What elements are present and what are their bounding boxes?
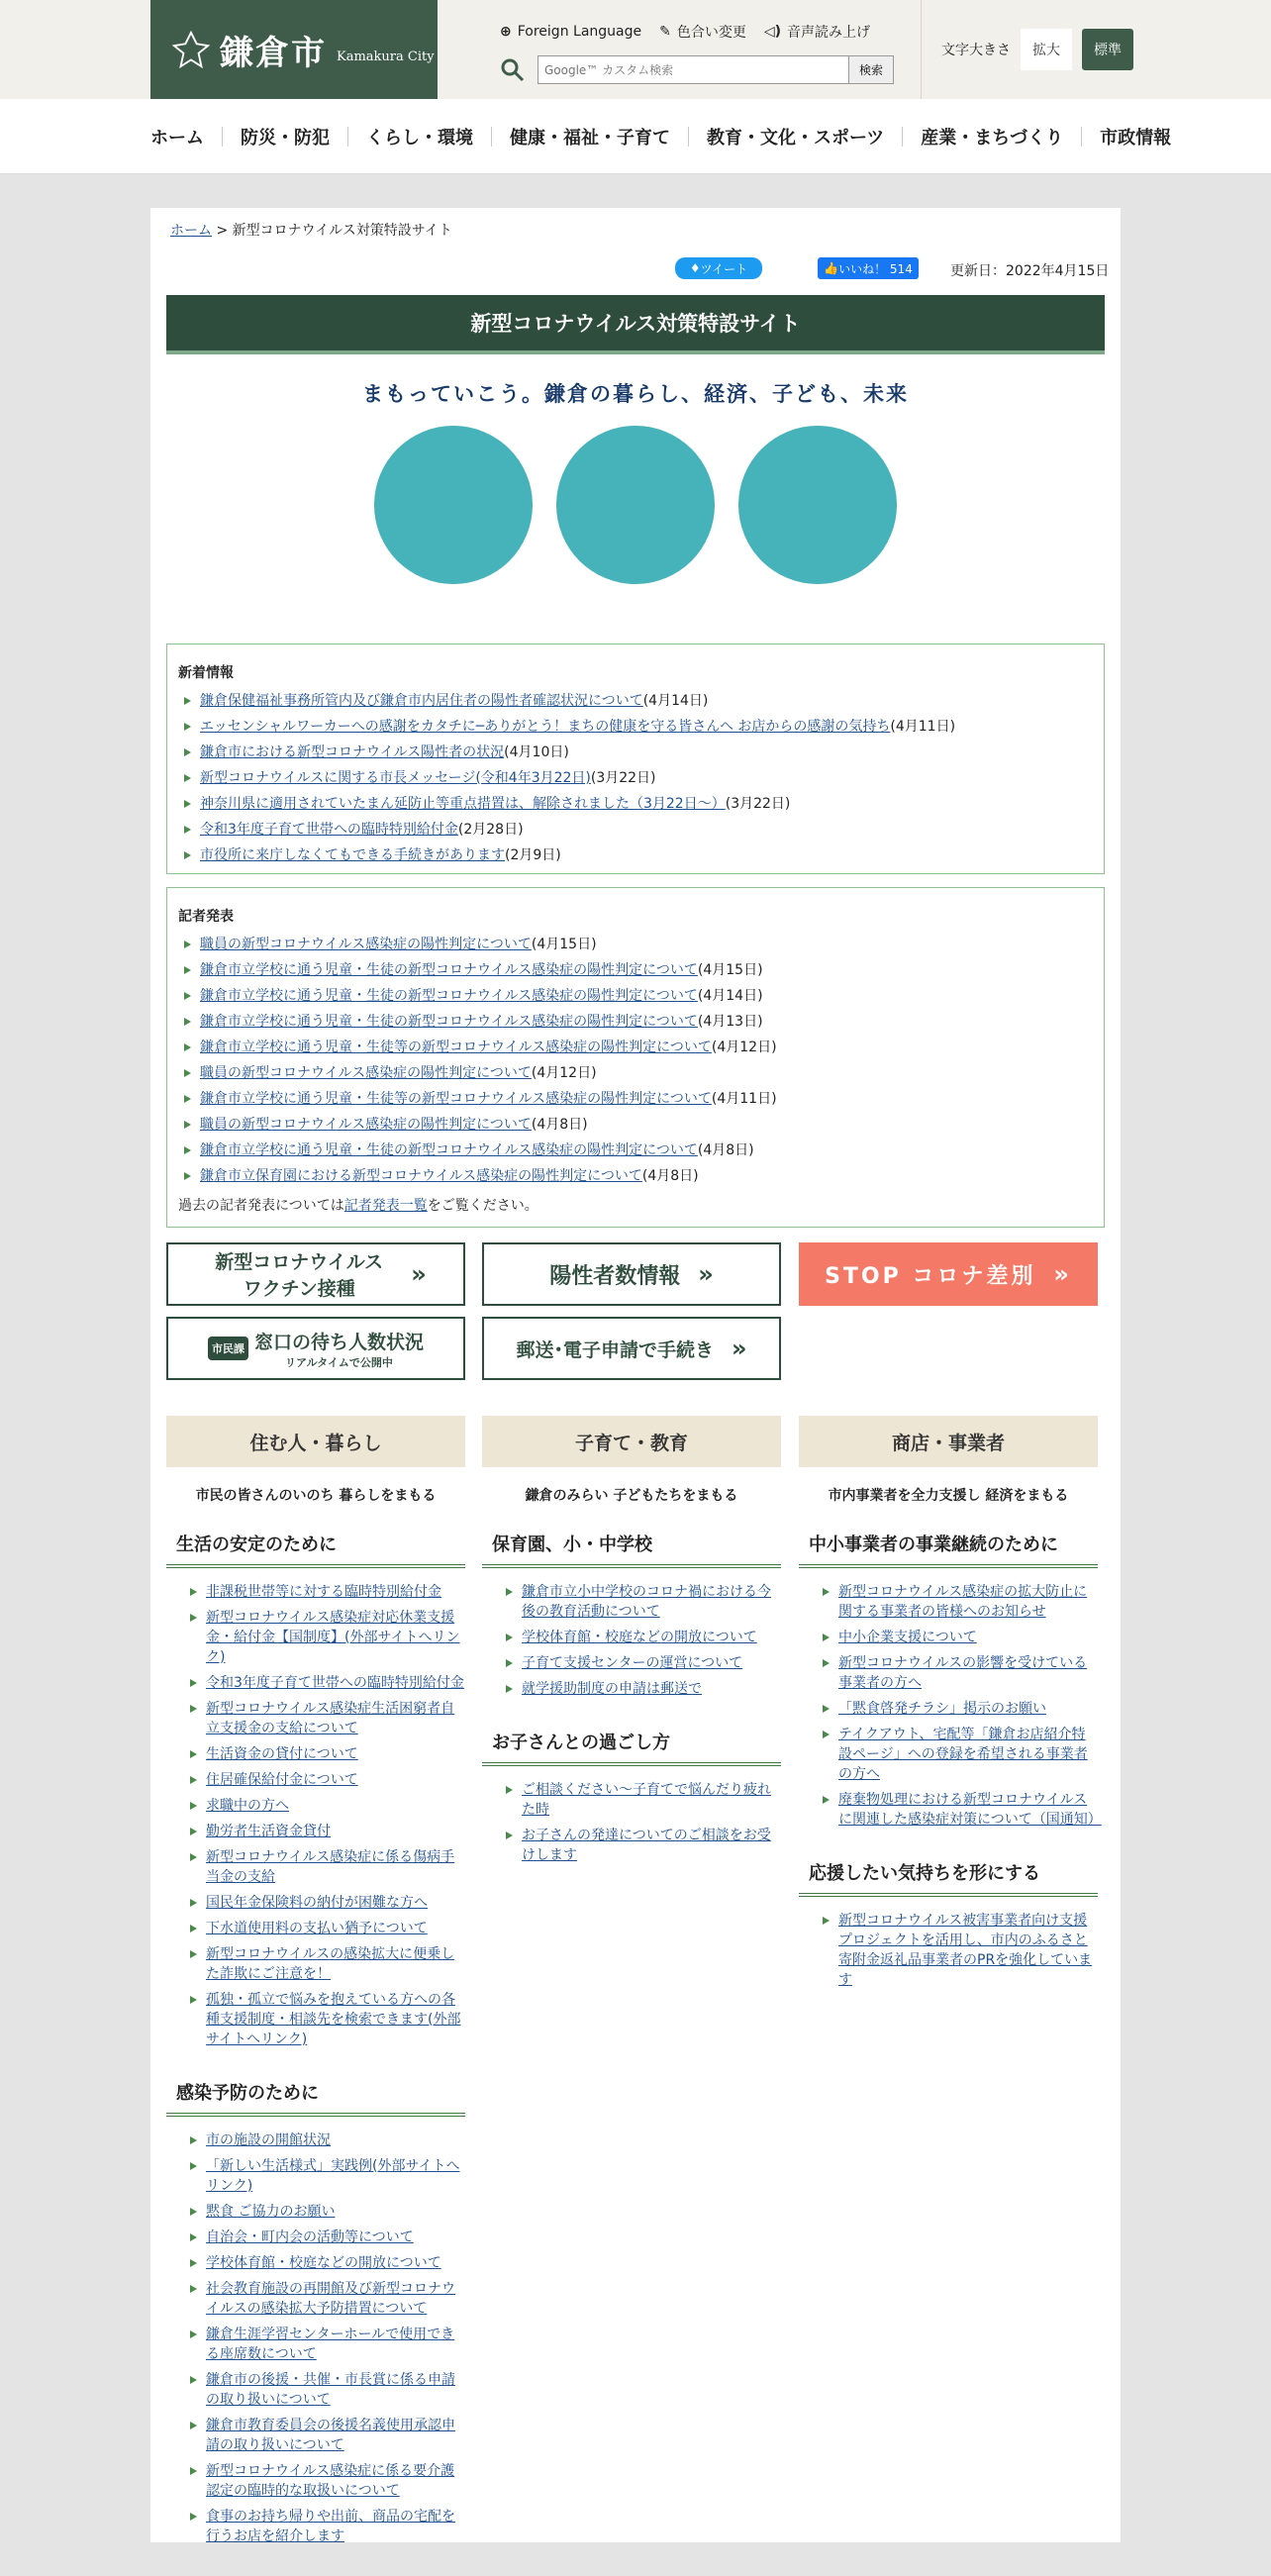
arrow-icon: »	[732, 1335, 747, 1362]
list-item	[178, 1035, 1093, 1060]
list-item	[178, 714, 1093, 740]
press-date: (4月15日)	[697, 962, 763, 978]
section-list	[504, 1582, 781, 1699]
site-logo[interactable]	[150, 0, 438, 99]
category-column	[166, 1416, 465, 2576]
news-link[interactable]: 市役所に来庁しなくてもできる手続きがあります	[200, 847, 505, 863]
list-item	[188, 1770, 465, 1790]
news-date: (4月11日)	[890, 719, 956, 735]
font-size-label: 文字大きさ	[941, 43, 1011, 58]
list-item	[188, 1744, 465, 1764]
arrow-icon: »	[698, 1260, 714, 1288]
nav-living[interactable]: くらし・環境	[366, 127, 473, 149]
section-link[interactable]: 新型コロナウイルスの影響を受けている事業者の方へ	[838, 1655, 1088, 1691]
press-link[interactable]: 鎌倉市立学校に通う児童・生徒の新型コロナウイルス感染症の陽性判定について	[200, 962, 698, 978]
font-size-control	[921, 0, 1133, 99]
nav-divider	[1081, 127, 1082, 147]
press-link[interactable]: 鎌倉市立学校に通う児童・生徒の新型コロナウイルス感染症の陽性判定について	[200, 988, 698, 1004]
section-link[interactable]: 国民年金保険料の納付が困難な方へ	[206, 1895, 428, 1911]
list-item	[178, 1163, 1093, 1189]
news-date: (3月22日)	[590, 770, 656, 786]
news-link[interactable]: 鎌倉保健福祉事務所管内及び鎌倉市内居住者の陽性者確認状況について	[200, 693, 643, 709]
press-title: 記者発表	[178, 909, 234, 925]
search-button[interactable]: 検索	[849, 55, 894, 84]
voice-read-label: 音声読み上げ	[787, 25, 871, 41]
wait-sublabel: リアルタイムで公開中	[285, 1355, 393, 1369]
list-item	[821, 1725, 1098, 1784]
section-list	[821, 1911, 1098, 1990]
section-link[interactable]: 孤独・孤立で悩みを抱えている方への各種支援制度・相談先を検索できます(外部サイトへリンク)	[206, 1992, 461, 2047]
section-list	[188, 2130, 465, 2546]
section-link[interactable]: 新型コロナウイルス感染症対応休業支援金・給付金【国制度】(外部サイトへリンク)	[206, 1610, 460, 1665]
breadcrumb	[170, 220, 452, 240]
nav-divider	[902, 127, 903, 147]
hero-slogan: まもっていこう。鎌倉の暮らし、経済、子ども、未来	[362, 382, 909, 406]
section-link[interactable]: 令和3年度子育て世帯への臨時特別給付金	[206, 1675, 464, 1691]
list-item	[188, 2279, 465, 2319]
nav-education[interactable]: 教育・文化・スポーツ	[707, 127, 885, 149]
press-link[interactable]: 鎌倉市立学校に通う児童・生徒の新型コロナウイルス感染症の陽性判定について	[200, 1014, 698, 1030]
press-footer-text: をご覧ください。	[427, 1198, 538, 1214]
news-date: (2月9日)	[505, 847, 561, 863]
news-link[interactable]: 神奈川県に適用されていたまん延防止等重点措置は、解除されました（3月22日～）	[200, 796, 726, 812]
list-item	[188, 1673, 465, 1693]
news-link[interactable]: 新型コロナウイルスに関する市長メッセージ(令和4年3月22日)	[200, 770, 591, 786]
press-footer	[178, 1195, 1093, 1215]
press-date: (4月12日)	[531, 1065, 597, 1081]
wait-label: 窓口の待ち人数状況	[253, 1331, 424, 1353]
mask-illustration	[738, 426, 897, 584]
list-item	[178, 688, 1093, 714]
nav-industry[interactable]: 産業・まちづくり	[921, 127, 1064, 149]
list-item	[178, 842, 1093, 868]
list-item	[188, 2370, 465, 2410]
section-title: 感染予防のために	[166, 2079, 465, 2117]
section-list	[821, 1582, 1102, 1830]
positive-count-button[interactable]	[482, 1242, 781, 1306]
section-link[interactable]: 勤労者生活資金貸付	[206, 1824, 331, 1839]
mail-label: 郵送･電子申請で手続き	[516, 1338, 714, 1361]
section-link[interactable]: 中小企業支援について	[838, 1630, 977, 1645]
list-item	[188, 2325, 465, 2364]
list-item	[188, 1847, 465, 1887]
color-change-label: 色合い変更	[676, 25, 746, 41]
press-date: (4月14日)	[697, 988, 763, 1004]
list-item	[188, 2461, 465, 2501]
press-date: (4月8日)	[531, 1117, 588, 1133]
list-item	[504, 1780, 781, 1820]
list-item	[188, 1919, 465, 1938]
like-label: いいね！ 514	[838, 261, 913, 276]
breadcrumb-current: 新型コロナウイルス対策特設サイト	[232, 223, 452, 239]
list-item	[188, 2156, 465, 2196]
section-title: 生活の安定のために	[166, 1531, 465, 1568]
list-item	[188, 1699, 465, 1738]
news-link[interactable]: 鎌倉市における新型コロナウイルス陽性者の状況	[200, 744, 505, 760]
news-date: (3月22日)	[725, 796, 791, 812]
foreign-language-link[interactable]	[500, 24, 641, 40]
section-link[interactable]: 市の施設の開館状況	[206, 2132, 331, 2148]
news-date: (2月28日)	[457, 822, 524, 838]
tweet-button[interactable]	[675, 257, 762, 279]
citizen-division-badge: 市民課	[208, 1337, 248, 1360]
twitter-icon: ♦	[689, 261, 701, 275]
list-item	[188, 2130, 465, 2150]
list-item	[188, 1822, 465, 1841]
list-item	[188, 1796, 465, 1816]
list-item	[188, 1582, 465, 1602]
list-item	[188, 2416, 465, 2455]
list-item	[178, 957, 1093, 983]
updated-date: 更新日：2022年4月15日	[950, 263, 1110, 279]
share-row	[150, 257, 1121, 283]
search-icon	[500, 57, 526, 83]
press-link[interactable]: 鎌倉市立学校に通う児童・生徒等の新型コロナウイルス感染症の陽性判定について	[200, 1091, 712, 1107]
search-bar	[500, 55, 894, 84]
column-heading: 子育て・教育	[482, 1416, 781, 1467]
font-size-standard-button[interactable]: 標準	[1082, 29, 1133, 70]
press-date: (4月8日)	[697, 1142, 754, 1158]
list-item	[188, 2202, 465, 2222]
nav-home[interactable]: ホーム	[150, 127, 204, 149]
sanitizer-illustration	[556, 426, 715, 584]
section-link[interactable]: 学校体育館・校庭などの開放について	[206, 2255, 441, 2271]
section-link[interactable]: 下水道使用料の支払い猶予について	[206, 1921, 428, 1936]
utility-links	[500, 22, 870, 42]
press-link[interactable]: 職員の新型コロナウイルス感染症の陽性判定について	[200, 937, 532, 952]
press-date: (4月15日)	[531, 937, 597, 952]
like-button[interactable]	[818, 257, 919, 279]
section-link[interactable]: 食事のお持ち帰りや出前、商品の宅配を行うお店を紹介します	[206, 2509, 455, 2544]
news-link[interactable]: エッセンシャルワーカーへの感謝をカタチに─ありがとう！まちの健康を守る皆さんへ お店からの感謝の気持ち	[200, 719, 891, 735]
vaccine-button[interactable]	[166, 1242, 465, 1306]
list-item	[178, 1112, 1093, 1138]
stop-label: STOP コロナ差別	[825, 1263, 1036, 1289]
foreign-language-label: Foreign Language	[517, 24, 642, 40]
section-link[interactable]: 新型コロナウイルス被害事業者向け支援プロジェクトを活用し、市内のふるさと寄附金返礼品事業者のPRを強化しています	[838, 1913, 1093, 1988]
nav-divider	[688, 127, 689, 147]
font-size-large-button[interactable]: 拡大	[1021, 29, 1072, 70]
site-header	[0, 0, 1271, 99]
press-date: (4月12日)	[711, 1040, 777, 1055]
section-link[interactable]: 新型コロナウイルス感染症生活困窮者自立支援金の支給について	[206, 1701, 455, 1736]
section-link[interactable]: 求職中の方へ	[206, 1798, 289, 1814]
section-link[interactable]: 生活資金の貸付について	[206, 1746, 358, 1762]
section-link[interactable]: 廃棄物処理における新型コロナウイルスに関連した感染症対策について（国通知）	[838, 1792, 1102, 1828]
global-nav	[0, 99, 1271, 174]
press-date: (4月8日)	[641, 1168, 699, 1184]
section-link[interactable]: 鎌倉市立小中学校のコロナ禍における今後の教育活動について	[522, 1584, 771, 1620]
section-link[interactable]: 社会教育施設の再開館及び新型コロナウイルスの感染拡大予防措置について	[206, 2281, 455, 2317]
category-column	[482, 1416, 781, 1895]
column-heading: 商店・事業者	[799, 1416, 1098, 1467]
press-link[interactable]: 職員の新型コロナウイルス感染症の陽性判定について	[200, 1117, 532, 1133]
section-link[interactable]: 黙食 ご協力のお願い	[206, 2204, 336, 2220]
list-item	[178, 817, 1093, 842]
section-link[interactable]: 学校体育館・校庭などの開放について	[522, 1630, 757, 1645]
page-title: 新型コロナウイルス対策特設サイト	[166, 295, 1105, 354]
section-link[interactable]: 自治会・町内会の活動等について	[206, 2229, 414, 2245]
section-link[interactable]: 新型コロナウイルスの感染拡大に便乗した詐欺にご注意を！	[206, 1946, 455, 1982]
nav-divider	[222, 127, 223, 147]
nav-health[interactable]: 健康・福祉・子育て	[510, 127, 670, 149]
brush-icon: ✎	[659, 24, 671, 40]
section-link[interactable]: 鎌倉生涯学習センターホールで使用できる座席数について	[206, 2327, 455, 2362]
list-item	[188, 1608, 465, 1667]
column-subheading: 市内事業者を全力支援し 経済をまもる	[828, 1488, 1069, 1504]
list-item	[178, 791, 1093, 817]
voice-read-link[interactable]	[764, 22, 870, 42]
section-link[interactable]: テイクアウト、宅配等「鎌倉お店紹介特設ページ」への登録を希望される事業者の方へ	[838, 1727, 1088, 1782]
section-link[interactable]: 就学援助制度の申請は郵送で	[522, 1681, 702, 1697]
press-archive-link[interactable]: 記者発表一覧	[343, 1198, 428, 1214]
column-subheading: 鎌倉のみらい 子どもたちをまもる	[525, 1488, 738, 1504]
list-item	[821, 1699, 1098, 1719]
wait-status-button[interactable]	[166, 1317, 465, 1380]
breadcrumb-home[interactable]: ホーム	[170, 223, 212, 239]
news-link[interactable]: 令和3年度子育て世帯への臨時特別給付金	[200, 822, 458, 838]
press-link[interactable]: 鎌倉市立学校に通う児童・生徒等の新型コロナウイルス感染症の陽性判定について	[200, 1040, 712, 1055]
breadcrumb-separator: >	[216, 223, 229, 239]
press-date: (4月13日)	[697, 1014, 763, 1030]
section-link[interactable]: 鎌倉市の後援・共催・市長賞に係る申請の取り扱いについて	[206, 2372, 455, 2408]
city-emblem-icon	[172, 31, 210, 68]
press-footer-text: 過去の記者発表については	[178, 1198, 344, 1214]
section-title: お子さんとの過ごし方	[482, 1729, 781, 1766]
press-box	[166, 887, 1105, 1228]
list-item	[188, 1893, 465, 1913]
section-list	[504, 1780, 781, 1865]
section-link[interactable]: 新型コロナウイルス感染症の拡大防止に関する事業者の皆様へのお知らせ	[838, 1584, 1088, 1620]
search-input[interactable]	[538, 55, 849, 84]
press-link[interactable]: 職員の新型コロナウイルス感染症の陽性判定について	[200, 1065, 532, 1081]
stop-discrimination-button[interactable]	[799, 1242, 1098, 1306]
list-item	[188, 1990, 465, 2049]
list-item	[188, 2507, 465, 2546]
list-item	[178, 983, 1093, 1009]
news-date: (4月14日)	[642, 693, 709, 709]
section-title: 保育園、小・中学校	[482, 1531, 781, 1568]
list-item	[821, 1653, 1098, 1693]
section-title: 中小事業者の事業継続のために	[799, 1531, 1098, 1568]
thumbs-up-icon: 👍	[824, 261, 839, 275]
arrow-icon: »	[1053, 1260, 1072, 1288]
news-list	[178, 688, 1093, 868]
nav-government[interactable]: 市政情報	[1100, 127, 1172, 149]
nav-divider	[491, 127, 492, 147]
section-link[interactable]: 非課税世帯等に対する臨時特別給付金	[206, 1584, 441, 1600]
list-item	[178, 1138, 1093, 1163]
section-title: 応援したい気持ちを形にする	[799, 1859, 1098, 1897]
tweet-label: ツイート	[700, 261, 748, 276]
section-link[interactable]: 新型コロナウイルス感染症に係る要介護認定の臨時的な取扱いについて	[206, 2463, 455, 2499]
vaccine-label: 新型コロナウイルス ワクチン接種	[215, 1251, 384, 1300]
nav-disaster[interactable]: 防災・防犯	[241, 127, 330, 149]
column-subheading: 市民の皆さんのいのち 暮らしをまもる	[195, 1488, 437, 1504]
list-item	[178, 740, 1093, 765]
list-item	[178, 765, 1093, 791]
list-item	[504, 1653, 781, 1673]
arrow-icon: »	[411, 1260, 427, 1288]
hero-image	[289, 374, 982, 602]
section-link[interactable]: 子育て支援センターの運営について	[522, 1655, 743, 1671]
mail-application-button[interactable]	[482, 1317, 781, 1380]
section-link[interactable]: 住居確保給付金について	[206, 1772, 358, 1788]
press-list	[178, 932, 1093, 1189]
list-item	[821, 1911, 1098, 1990]
section-link[interactable]: お子さんの発達についてのご相談をお受けします	[522, 1828, 771, 1863]
list-item	[821, 1790, 1102, 1830]
list-item	[504, 1628, 781, 1647]
logo-text: 鎌倉市	[220, 33, 327, 73]
list-item	[178, 932, 1093, 957]
press-date: (4月11日)	[711, 1091, 777, 1107]
list-item	[504, 1582, 781, 1622]
section-link[interactable]: 鎌倉市教育委員会の後援名義使用承認申請の取り扱いについて	[206, 2418, 455, 2453]
positive-label: 陽性者数情報	[549, 1263, 681, 1289]
section-link[interactable]: ご相談ください～子育てで悩んだり疲れた時	[522, 1782, 771, 1818]
section-list	[188, 1582, 465, 2049]
list-item	[178, 1009, 1093, 1035]
news-box	[166, 644, 1105, 874]
list-item	[188, 2253, 465, 2273]
category-column	[799, 1416, 1102, 2020]
list-item	[821, 1628, 1098, 1647]
logo-english: Kamakura City	[337, 49, 435, 64]
list-item	[821, 1582, 1098, 1622]
section-link[interactable]: 「新しい生活様式」実践例(外部サイトへリンク)	[206, 2158, 460, 2194]
speaker-icon: ◁)	[763, 24, 782, 40]
list-item	[504, 1679, 781, 1699]
list-item	[188, 1944, 465, 1984]
main-content	[150, 208, 1121, 2542]
list-item	[188, 2228, 465, 2247]
column-heading: 住む人・暮らし	[166, 1416, 465, 1467]
news-title: 新着情報	[178, 665, 234, 681]
section-link[interactable]: 新型コロナウイルス感染症に係る傷病手当金の支給	[206, 1849, 455, 1885]
section-link[interactable]: 「黙食啓発チラシ」掲示のお願い	[838, 1701, 1046, 1717]
news-date: (4月10日)	[504, 744, 569, 760]
color-change-link[interactable]	[659, 22, 746, 42]
press-link[interactable]: 鎌倉市立保育園における新型コロナウイルス感染症の陽性判定について	[200, 1168, 642, 1184]
list-item	[504, 1826, 781, 1865]
list-item	[178, 1060, 1093, 1086]
press-link[interactable]: 鎌倉市立学校に通う児童・生徒の新型コロナウイルス感染症の陽性判定について	[200, 1142, 698, 1158]
globe-icon: ⊕	[500, 24, 512, 40]
handwashing-illustration	[374, 426, 533, 584]
nav-divider	[347, 127, 348, 147]
list-item	[178, 1086, 1093, 1112]
